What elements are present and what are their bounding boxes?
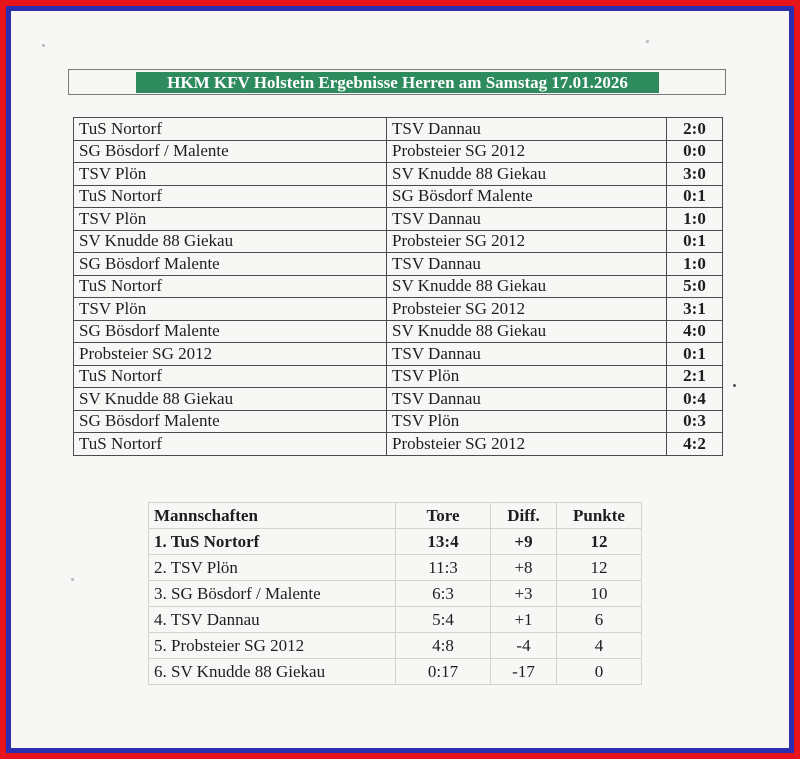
standings-row [149, 529, 642, 555]
away-team: TSV Dannau [387, 253, 667, 276]
team-points: 10 [557, 581, 642, 607]
team-points: 12 [557, 555, 642, 581]
team-name: 5. Probsteier SG 2012 [149, 633, 396, 659]
home-team: TuS Nortorf [74, 365, 387, 388]
home-team: TSV Plön [74, 163, 387, 186]
team-goals: 4:8 [396, 633, 491, 659]
goal-difference: +8 [491, 555, 557, 581]
home-team: SG Bösdorf Malente [74, 410, 387, 433]
header-team: Mannschaften [149, 503, 396, 529]
team-goals: 0:17 [396, 659, 491, 685]
match-row [74, 230, 723, 253]
home-team: SV Knudde 88 Giekau [74, 230, 387, 253]
paper-speck [646, 40, 649, 43]
match-score: 1:0 [667, 208, 723, 231]
header-points: Punkte [557, 503, 642, 529]
match-score: 4:0 [667, 320, 723, 343]
match-row [74, 410, 723, 433]
team-name: 3. SG Bösdorf / Malente [149, 581, 396, 607]
match-row [74, 388, 723, 411]
home-team: SG Bösdorf Malente [74, 320, 387, 343]
match-score: 0:0 [667, 140, 723, 163]
team-goals: 13:4 [396, 529, 491, 555]
paper-speck [42, 44, 45, 47]
header-diff: Diff. [491, 503, 557, 529]
away-team: SG Bösdorf Malente [387, 185, 667, 208]
match-score: 0:1 [667, 230, 723, 253]
goal-difference: +1 [491, 607, 557, 633]
away-team: TSV Plön [387, 410, 667, 433]
standings-row [149, 659, 642, 685]
away-team: Probsteier SG 2012 [387, 433, 667, 456]
standings-row [149, 633, 642, 659]
paper-speck [733, 384, 736, 387]
match-row [74, 208, 723, 231]
match-row [74, 433, 723, 456]
home-team: Probsteier SG 2012 [74, 343, 387, 366]
team-goals: 6:3 [396, 581, 491, 607]
match-score: 3:0 [667, 163, 723, 186]
standings-row [149, 581, 642, 607]
match-row [74, 320, 723, 343]
match-score: 1:0 [667, 253, 723, 276]
away-team: SV Knudde 88 Giekau [387, 163, 667, 186]
match-score: 0:3 [667, 410, 723, 433]
goal-difference: -4 [491, 633, 557, 659]
standings-header-row [149, 503, 642, 529]
home-team: TuS Nortorf [74, 275, 387, 298]
team-points: 6 [557, 607, 642, 633]
match-score: 2:0 [667, 118, 723, 141]
match-row [74, 140, 723, 163]
match-row [74, 118, 723, 141]
away-team: TSV Dannau [387, 118, 667, 141]
match-row [74, 298, 723, 321]
away-team: TSV Dannau [387, 208, 667, 231]
away-team: TSV Dannau [387, 388, 667, 411]
away-team: SV Knudde 88 Giekau [387, 320, 667, 343]
team-name: 6. SV Knudde 88 Giekau [149, 659, 396, 685]
match-row [74, 185, 723, 208]
match-row [74, 343, 723, 366]
results-table [73, 117, 723, 456]
match-row [74, 163, 723, 186]
team-points: 0 [557, 659, 642, 685]
match-score: 4:2 [667, 433, 723, 456]
match-score: 5:0 [667, 275, 723, 298]
goal-difference: -17 [491, 659, 557, 685]
home-team: TuS Nortorf [74, 118, 387, 141]
match-score: 0:1 [667, 185, 723, 208]
paper-speck [71, 578, 74, 581]
away-team: TSV Dannau [387, 343, 667, 366]
page-title: HKM KFV Holstein Ergebnisse Herren am Samstag 17.01.2026 [136, 72, 659, 93]
team-name: 4. TSV Dannau [149, 607, 396, 633]
team-points: 4 [557, 633, 642, 659]
standings-row [149, 555, 642, 581]
home-team: TSV Plön [74, 298, 387, 321]
match-score: 2:1 [667, 365, 723, 388]
away-team: TSV Plön [387, 365, 667, 388]
match-row [74, 275, 723, 298]
team-points: 12 [557, 529, 642, 555]
home-team: TuS Nortorf [74, 433, 387, 456]
home-team: TuS Nortorf [74, 185, 387, 208]
match-score: 3:1 [667, 298, 723, 321]
match-score: 0:4 [667, 388, 723, 411]
team-name: 2. TSV Plön [149, 555, 396, 581]
goal-difference: +9 [491, 529, 557, 555]
team-name: 1. TuS Nortorf [149, 529, 396, 555]
standings-row [149, 607, 642, 633]
match-score: 0:1 [667, 343, 723, 366]
standings-table [148, 502, 642, 685]
home-team: SV Knudde 88 Giekau [74, 388, 387, 411]
team-goals: 11:3 [396, 555, 491, 581]
away-team: Probsteier SG 2012 [387, 230, 667, 253]
goal-difference: +3 [491, 581, 557, 607]
home-team: SG Bösdorf Malente [74, 253, 387, 276]
away-team: Probsteier SG 2012 [387, 140, 667, 163]
match-row [74, 253, 723, 276]
title-box [68, 69, 726, 95]
away-team: Probsteier SG 2012 [387, 298, 667, 321]
home-team: TSV Plön [74, 208, 387, 231]
header-goals: Tore [396, 503, 491, 529]
team-goals: 5:4 [396, 607, 491, 633]
home-team: SG Bösdorf / Malente [74, 140, 387, 163]
match-row [74, 365, 723, 388]
away-team: SV Knudde 88 Giekau [387, 275, 667, 298]
